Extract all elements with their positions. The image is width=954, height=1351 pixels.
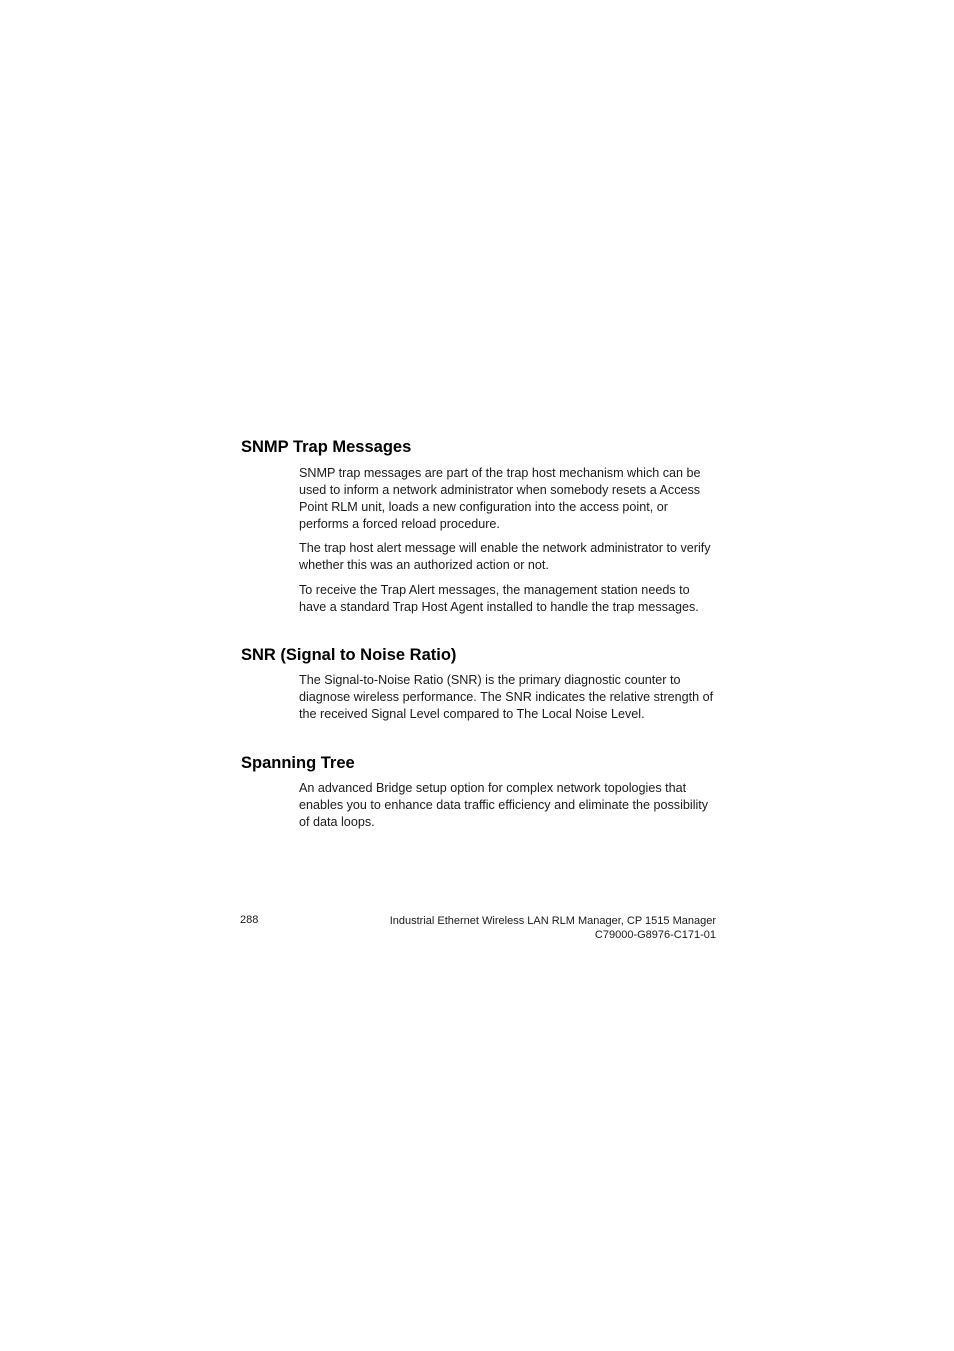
section-heading-snr: SNR (Signal to Noise Ratio) <box>241 646 457 664</box>
footer-title: Industrial Ethernet Wireless LAN RLM Manager, CP 1515 Manager <box>389 915 716 927</box>
paragraph-snmp-2: The trap host alert message will enable the network administrator to verify whether this was an authorized action or not. <box>299 541 711 572</box>
paragraph-snmp-1: SNMP trap messages are part of the trap host mechanism which can be used to inform a network administrator when somebody resets a Access Point RLM unit, loads a new configuration into the access point, or performs a forced reload procedure. <box>299 466 701 531</box>
paragraph-spanning-tree-1: An advanced Bridge setup option for complex network topologies that enables you to enhance data traffic efficiency and eliminate the possibility of data loops. <box>299 781 709 829</box>
page-number: 288 <box>240 914 259 926</box>
paragraph-snmp-3: To receive the Trap Alert messages, the management station needs to have a standard Trap Host Agent installed to handle the trap messages. <box>299 583 699 614</box>
footer-doc-id: C79000-G8976-C171-01 <box>594 929 716 941</box>
footer-info <box>390 914 716 942</box>
paragraph-snr-1: The Signal-to-Noise Ratio (SNR) is the primary diagnostic counter to diagnose wireless performance. The SNR indicates the relative strength of the received Signal Level compared to The Local Noise Level. <box>299 673 714 721</box>
section-heading-snmp-trap-messages: SNMP Trap Messages <box>241 438 412 456</box>
section-heading-spanning-tree: Spanning Tree <box>241 754 355 772</box>
